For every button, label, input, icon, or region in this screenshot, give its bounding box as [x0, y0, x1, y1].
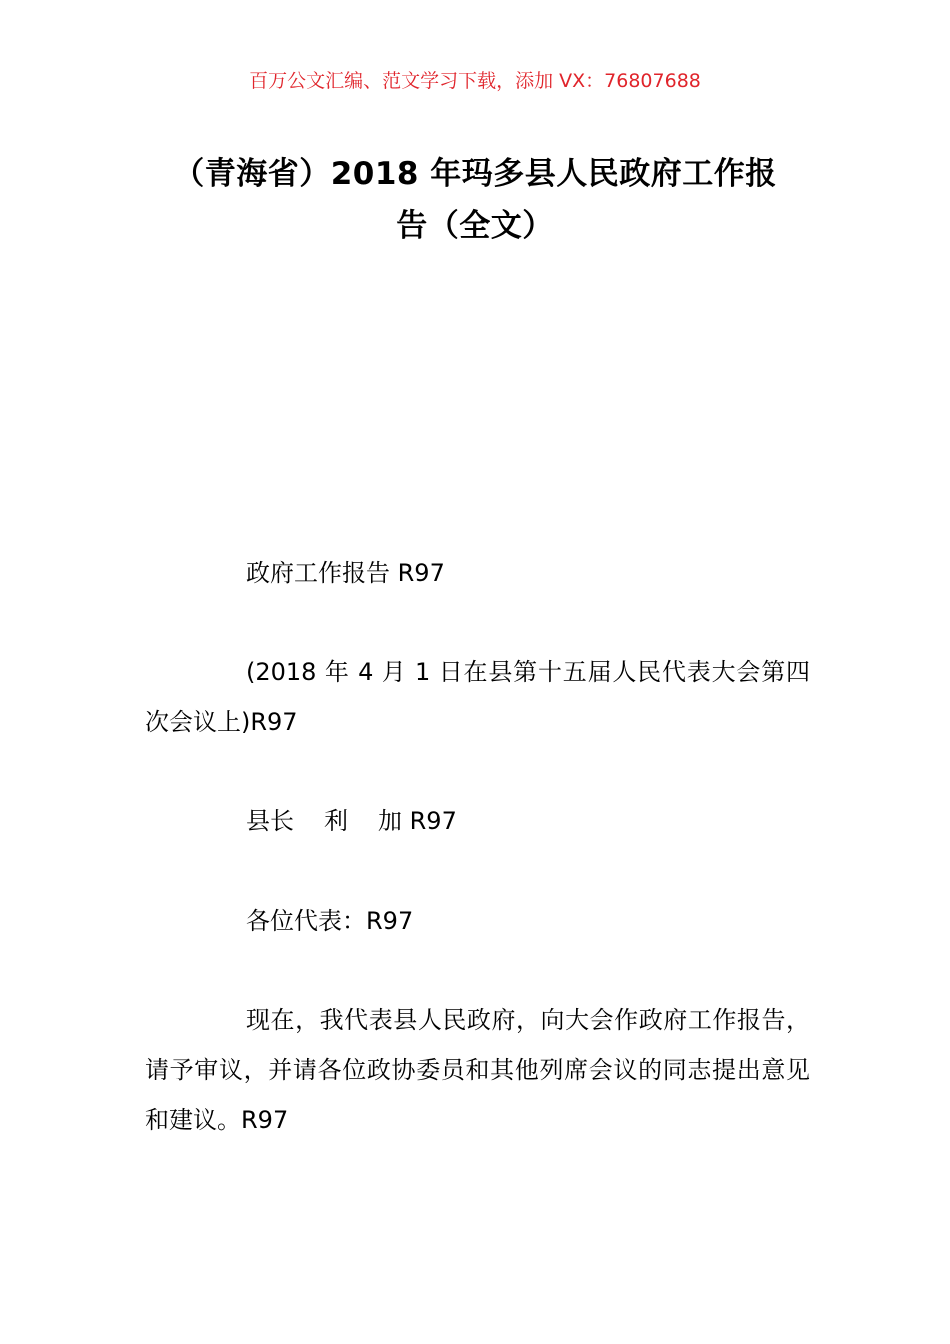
header-promo-note: 百万公文汇编、范文学习下载，添加 VX：76807688 — [249, 70, 701, 92]
paragraph-report-label: 政府工作报告 R97 — [246, 559, 445, 587]
paragraph-speaker — [145, 796, 810, 846]
speaker-name-part-2: 加 R97 — [378, 807, 457, 835]
paragraph-meeting-info: (2018 年 4 月 1 日在县第十五届人民代表大会第四次会议上)R97 — [145, 658, 810, 736]
speaker-title: 县长 — [246, 807, 294, 835]
paragraph-opening: 现在，我代表县人民政府，向大会作政府工作报告，请予审议，并请各位政协委员和其他列席会议的同志提出意见和建议。R97 — [145, 1006, 810, 1134]
title-line-2: 告（全文） — [396, 208, 554, 244]
title-line-1: （青海省）2018 年玛多县人民政府工作报 — [173, 156, 777, 192]
document-title — [140, 148, 810, 252]
paragraph-salutation: 各位代表：R97 — [246, 907, 414, 935]
speaker-name-part-1: 利 — [324, 807, 348, 835]
